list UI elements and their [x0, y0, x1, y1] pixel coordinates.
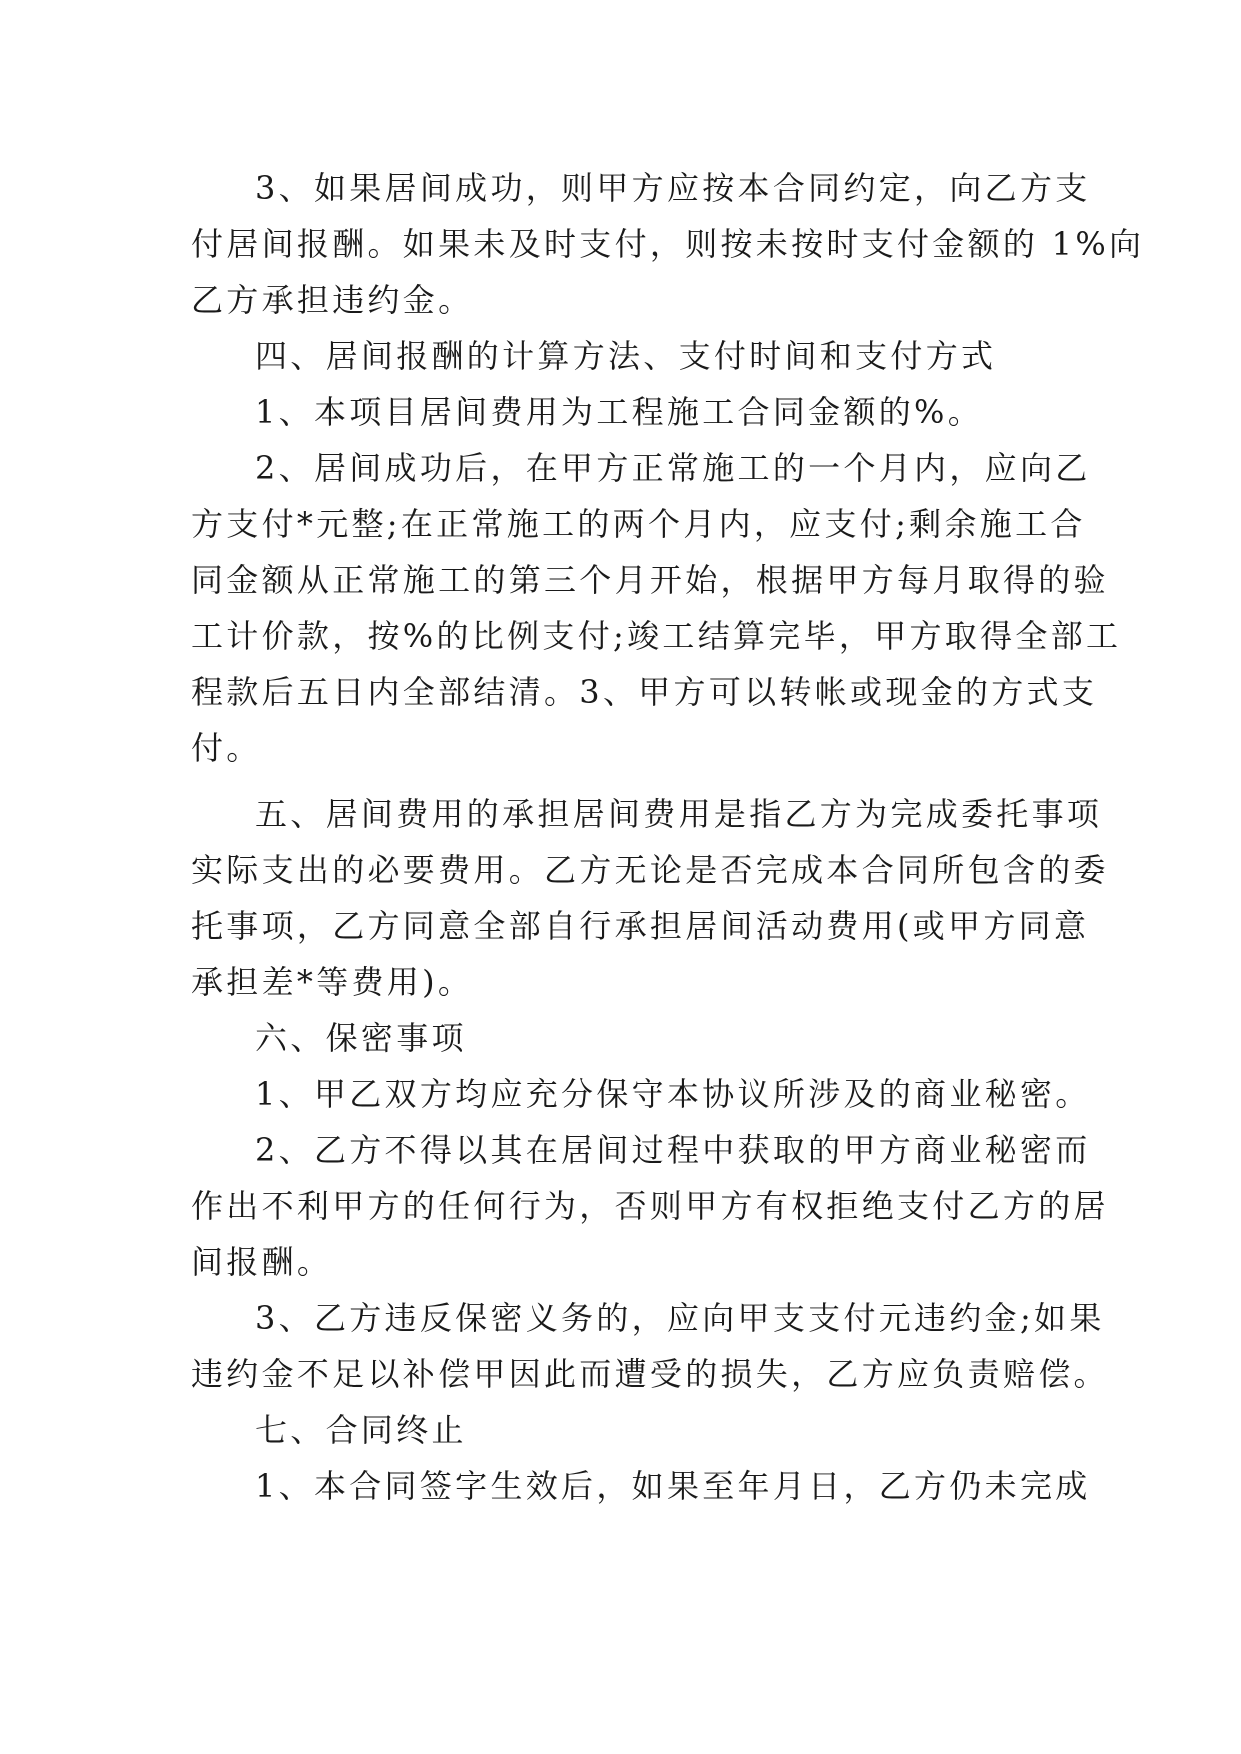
text-line: 3、乙方违反保密义务的，应向甲支支付元违约金;如果	[255, 1299, 1105, 1337]
document-body	[191, 160, 1145, 1514]
text-line: 2、居间成功后，在甲方正常施工的一个月内，应向乙	[255, 449, 1091, 487]
text-line: 违约金不足以补偿甲因此而遭受的损失，乙方应负责赔偿。	[191, 1355, 1109, 1393]
section-heading-seven	[191, 1402, 1051, 1458]
text-line: 五、居间费用的承担居间费用是指乙方为完成委托事项	[255, 795, 1103, 833]
text-line: 托事项，乙方同意全部自行承担居间活动费用(或甲方同意	[191, 907, 1090, 945]
text-line: 付居间报酬。如果未及时支付，则按未按时支付金额的 1%向	[191, 225, 1145, 263]
text-line: 程款后五日内全部结清。3、甲方可以转帐或现金的方式支	[191, 673, 1098, 711]
text-line: 四、居间报酬的计算方法、支付时间和支付方式	[255, 337, 997, 375]
text-line: 方支付*元整;在正常施工的两个月内，应支付;剩余施工合	[191, 505, 1086, 543]
text-line: 承担差*等费用)。	[191, 963, 474, 1001]
text-line: 乙方承担违约金。	[191, 281, 474, 319]
section-heading-six	[191, 1010, 1051, 1066]
text-line: 同金额从正常施工的第三个月开始，根据甲方每月取得的验	[191, 561, 1109, 599]
text-line: 付。	[191, 729, 262, 767]
text-line: 作出不利甲方的任何行为，否则甲方有权拒绝支付乙方的居	[191, 1187, 1109, 1225]
text-line: 实际支出的必要费用。乙方无论是否完成本合同所包含的委	[191, 851, 1109, 889]
paragraph-confidentiality-2	[191, 1122, 1109, 1290]
text-line: 1、本合同签字生效后，如果至年月日，乙方仍未完成	[255, 1467, 1091, 1505]
paragraph-payment-schedule	[191, 440, 1122, 776]
text-line: 1、甲乙双方均应充分保守本协议所涉及的商业秘密。	[255, 1075, 1091, 1113]
paragraph-fee-rate	[191, 384, 1051, 440]
section-heading-four	[191, 328, 1051, 384]
section-five-expenses	[191, 786, 1109, 1010]
paragraph-termination-1	[191, 1458, 1091, 1514]
text-line: 2、乙方不得以其在居间过程中获取的甲方商业秘密而	[255, 1131, 1091, 1169]
paragraph-confidentiality-3	[191, 1290, 1109, 1402]
text-line: 1、本项目居间费用为工程施工合同金额的%。	[255, 393, 984, 431]
text-line: 间报酬。	[191, 1243, 333, 1281]
paragraph-confidentiality-1	[191, 1066, 1091, 1122]
paragraph-commission-payment	[191, 160, 1145, 328]
text-line: 3、如果居间成功，则甲方应按本合同约定，向乙方支	[255, 169, 1091, 207]
text-line: 工计价款，按%的比例支付;竣工结算完毕，甲方取得全部工	[191, 617, 1122, 655]
text-line: 六、保密事项	[255, 1019, 467, 1057]
text-line: 七、合同终止	[255, 1411, 467, 1449]
